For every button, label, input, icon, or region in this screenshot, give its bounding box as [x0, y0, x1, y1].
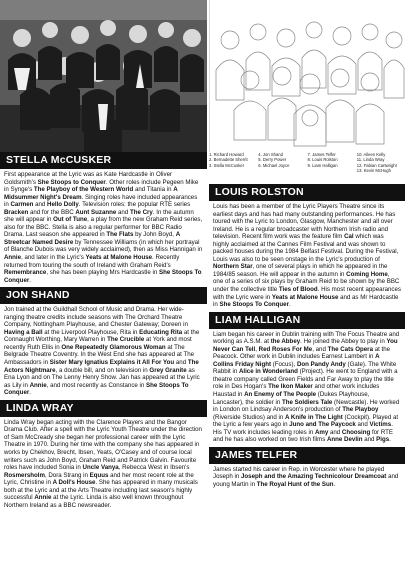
heading-liam-halligan: LIAM HALLIGAN	[209, 312, 405, 329]
body-text: . Other roles include Pegeen Mike in Synge's	[4, 178, 199, 194]
body-text: . His TV work includes leading roles in	[213, 421, 393, 436]
key-item: 7. James Telfer	[307, 152, 336, 157]
title-text: The Playboy of the Western World	[33, 186, 134, 194]
title-text: Grey Granite	[149, 366, 187, 374]
body-text: Linda Wray began acting with the Clarence Players and the Bangor Drama Club. After a spell with the Lyric Youth Theatre under the direction of Sam McCready she began her professional career with the Lyric Theatre in 1970. During her time with the company she has appeared in works by Chekhov, Brecht, Ibsen, Yeats, O'Casey and of course local writers such as John Boyd, Graham Reid and Patrick Galvin. Favourite roles have included Sonia in	[4, 418, 202, 472]
key-item: 10. Aileen Kelly	[356, 152, 386, 157]
title-text: The Royal Hunt of the Sun	[256, 480, 334, 488]
body-text: , one of a series of six plays by Graham Reid to be shown by the BBC under the collective title	[213, 270, 400, 294]
bio-jon-shand	[0, 304, 207, 400]
key-item: 1. Richard Howard	[209, 152, 244, 157]
title-text: Northern Star	[213, 263, 253, 271]
key-column	[308, 152, 354, 174]
key-item: 13. Kevin McHugh	[356, 168, 391, 174]
body-text: , and later in the Lyric's	[21, 254, 86, 262]
title-text: Coming Home	[346, 270, 388, 278]
body-text: (Dukes Playhouse, Lancaster), the soldier in	[213, 391, 370, 406]
title-text: Sister Mary Ignatius Explains it All For You	[49, 359, 175, 367]
body-text: as Ena Lyon and on The Lenny Henry Show. Jan has appeared at the Lyric as Lily in	[4, 366, 200, 389]
title-text: Cal	[344, 233, 354, 241]
body-text: and	[174, 359, 188, 367]
body-text: . He joined the Abbey to play in	[300, 338, 387, 346]
photo-key-diagram	[209, 0, 405, 152]
body-text: .	[389, 436, 391, 444]
title-text: The Crucible	[107, 336, 145, 344]
title-text: Rosmersholm	[4, 471, 45, 479]
key-item: 8. Louis Rolston	[307, 157, 338, 163]
title-text: She Stoops To Conquer	[4, 381, 189, 397]
title-text: A Knife in The Light	[285, 413, 343, 421]
body-text: James started his career in Rep. in Worcester where he played Joseph in	[213, 465, 385, 481]
title-text: Hello Dolly	[47, 201, 79, 209]
title-text: A Streetcar Named Desire	[4, 231, 180, 246]
title-text: The Playboy	[342, 406, 379, 414]
title-text: An Enemy of The People	[244, 391, 317, 399]
title-text: Don Pandy Andy	[296, 360, 346, 368]
body-text: . She has appeared in many musicals both at the Lyric and at the Arts Theatre including last season's highly successful	[4, 479, 198, 502]
title-text: Amy	[314, 428, 329, 436]
title-text: She Stoops To Conquer	[219, 301, 289, 309]
body-text: at the Lyric. Linda is also well known throughout Northern Ireland as a BBC newsreader.	[4, 494, 184, 509]
heading-stella-mccusker: STELLA McCUSKER	[0, 152, 207, 169]
body-text: Liam began his career in Dublin training with The Focus Theatre and working as A.S.M. at	[213, 330, 400, 346]
title-text: Anne Devlin	[327, 436, 363, 444]
title-text: A Doll's House	[52, 479, 96, 487]
title-text: You Never Can Tell	[213, 338, 398, 353]
left-column	[0, 152, 207, 512]
title-text: Remembrance	[4, 269, 47, 277]
body-text: and	[362, 436, 377, 444]
body-text: and other work includes Haustad in	[213, 383, 380, 399]
title-text: Equus	[89, 471, 109, 479]
title-text: The Flats	[106, 231, 134, 239]
body-text: and	[328, 428, 342, 436]
body-text: , Dora Strang in	[44, 471, 90, 479]
body-text: . His most recent appearances with the Lyric were in	[213, 286, 401, 301]
body-text: . Television roles: the popular RTE series	[78, 201, 191, 209]
key-item: 11. Linda Wray	[356, 157, 385, 163]
bio-james-telfer	[209, 464, 405, 492]
title-text: Annie	[34, 494, 52, 502]
title-text: Yeats at Malone House	[271, 293, 339, 301]
title-text: Choosing	[341, 428, 371, 436]
body-text: Jon trained at the Guildhall School of Music and Drama. Her wide-ranging theatre credits include seasons with The Orchard Theatre Company, Nottingham Playhouse, and Chester Gateway; Doreen in	[4, 306, 188, 329]
heading-louis-rolston: LOUIS ROLSTON	[209, 184, 405, 201]
title-text: The Actors Nightmare	[4, 359, 199, 374]
title-text: One Repeatedly Glamorous Woman	[61, 343, 166, 351]
title-text: A Collins Friday Night	[213, 353, 380, 368]
body-text: .	[333, 480, 336, 488]
key-item: 3. Stella McCusker	[209, 162, 245, 168]
title-text: Out of Tune	[53, 216, 88, 224]
body-text: at the Connaught Worthing, Mary Warren in	[4, 328, 200, 344]
bio-louis-rolston	[209, 201, 405, 312]
body-text: and	[116, 208, 130, 216]
title-text: Joseph and the Amazing Technicolour Dreamcoat	[241, 473, 387, 481]
photo-key-list	[209, 152, 403, 174]
body-text: (Focus),	[271, 360, 297, 368]
body-text: , she has been playing Mrs Hardcastle in	[46, 269, 159, 277]
body-text: at The Belgrade Theatre Coventry. In the West End she has appeared at The Ambassadors in	[4, 343, 195, 367]
key-column	[209, 152, 255, 174]
title-text: A Midsummer Night's Dream	[4, 186, 178, 201]
cast-photo	[0, 0, 207, 152]
bio-liam-halligan	[209, 329, 405, 447]
body-text: and for the BBC	[28, 208, 76, 216]
body-text: (Gate). The White Rabbit in	[213, 360, 397, 376]
key-item: 2. Bernadette Sherrit	[209, 157, 248, 163]
title-text: Annie	[4, 254, 22, 262]
group-photo-icon	[0, 0, 207, 152]
title-text: She Stoops to Conquer	[37, 178, 106, 186]
body-text: (Cockpit). Played at the Lyric a few years ago in	[213, 413, 399, 429]
title-text: Red Roses For Me	[258, 345, 313, 353]
title-text: Carmen	[10, 201, 34, 209]
title-text: Alice in Wonderland	[238, 368, 298, 376]
body-text: Louis has been a member of the Lyric Players Theatre since its earliest days and has had many outstanding performances. He has toured with the Lyric to London, Glasgow, Manchester and all over Ireland. He is a regular broadcaster with Northern Irish radio and television. Recent film work was the feature film	[213, 203, 396, 241]
body-text: , a double bill, and on television in	[55, 366, 150, 374]
body-text: . Recently returned from touring the south of Ireland with Graham Reid's	[4, 254, 180, 269]
body-text: .	[29, 389, 31, 397]
body-text: (Project). He went to England with a theatre company called Green Fields and Far Away to play the title role in Des Hogan's	[213, 368, 398, 391]
body-text: First appearance at the Lyric was as Kate Hardcastle in Oliver Goldsmith's	[4, 171, 173, 186]
body-text: , a play from the new Graham Reid series, also for the BBC. Stella is also a regular performer for BBC Radio Drama. Last season she appeared in	[4, 216, 203, 239]
body-text: .	[288, 301, 291, 309]
title-text: Uncle Vanya	[82, 464, 119, 472]
key-item: 9. Liam Halligan	[307, 162, 338, 168]
right-column	[209, 184, 405, 492]
title-text: the Abbey	[270, 338, 301, 346]
body-text: and Titania in	[133, 186, 174, 194]
title-text: She Stoops To Conquer	[4, 269, 202, 284]
title-text: The Cry	[129, 208, 153, 216]
body-text: . In the autumn she will appear in	[4, 208, 194, 224]
key-item: 5. Derry Power	[258, 157, 287, 163]
key-item: 12. Fabian Cartwright	[356, 162, 397, 168]
title-text: Yeats at Malone House	[85, 254, 153, 262]
bio-linda-wray	[0, 417, 207, 513]
title-text: Pigs	[376, 436, 390, 444]
heading-james-telfer: JAMES TELFER	[209, 447, 405, 464]
title-text: The Cats Opera	[327, 345, 373, 353]
body-text: , Rebecca West in Ibsen's	[118, 464, 190, 472]
silhouette-key-icon	[210, 0, 405, 152]
title-text: Ties of Blood	[278, 286, 318, 294]
body-text: and her most recent role at the Lyric, Christine in	[4, 471, 194, 487]
key-column	[258, 152, 304, 174]
body-text: and	[355, 421, 370, 429]
body-text: by Tennessee Williams (in which her portrayal of Blanche Dubois was very widely acclaimed), then as Miss Hannigan in	[4, 238, 203, 254]
key-column	[357, 152, 403, 174]
title-text: Educating Rita	[139, 328, 183, 336]
body-text: ,	[255, 345, 259, 353]
heading-jon-shand: JON SHAND	[0, 287, 207, 304]
body-text: at York and most recently Ruth Ellis in	[4, 336, 192, 351]
title-text: Victims	[369, 421, 392, 429]
key-item: 6. Michael Joyce	[258, 162, 290, 168]
body-text: at the Liverpool Playhouse, Rita in	[42, 328, 140, 336]
body-text: .	[29, 276, 31, 284]
body-text: by John Boyd,	[133, 231, 176, 239]
body-text: at the Peacock. Other work in Dublin includes Earnest Lambert in	[213, 345, 391, 361]
title-text: The Ikon Maker	[268, 383, 313, 391]
title-text: Bracken	[4, 208, 29, 216]
body-text: (Newcastle). He worked in London on Lindsay Anderson's production of	[213, 398, 400, 414]
body-text: and young Martin in	[213, 473, 399, 488]
body-text: , and most recently as Constance in	[46, 381, 146, 389]
bio-stella-mccusker	[0, 169, 207, 287]
body-text: , and	[312, 345, 328, 353]
body-text: which was highly acclaimed at the Cannes Film Festival and was shown to packed houses during the 1984 Belfast Festival. During the Festival, Louis was also to be seen onstage in the Lyric's production of	[213, 233, 399, 263]
body-text: for RTE and he has also worked on two Irish films	[213, 428, 393, 444]
body-text: . Singing roles have included appearances in	[4, 193, 198, 209]
key-item: 4. Jon Shand	[258, 152, 283, 157]
title-text: Annie	[29, 381, 47, 389]
body-text: , one of several plays in which he appeared in the 1984/85 season. He will appear in the autumn in	[213, 263, 388, 278]
body-text: and as Mr Hardcastle in	[213, 293, 399, 309]
body-text: and	[33, 201, 48, 209]
title-text: Juno and The Paycock	[289, 421, 356, 429]
title-text: Having a Ball	[4, 328, 43, 336]
title-text: Aunt Suzanne	[75, 208, 117, 216]
body-text: (Riverside Studios) and in	[213, 413, 286, 421]
title-text: The Soldiers Tale	[281, 398, 333, 406]
heading-linda-wray: LINDA WRAY	[0, 400, 207, 417]
